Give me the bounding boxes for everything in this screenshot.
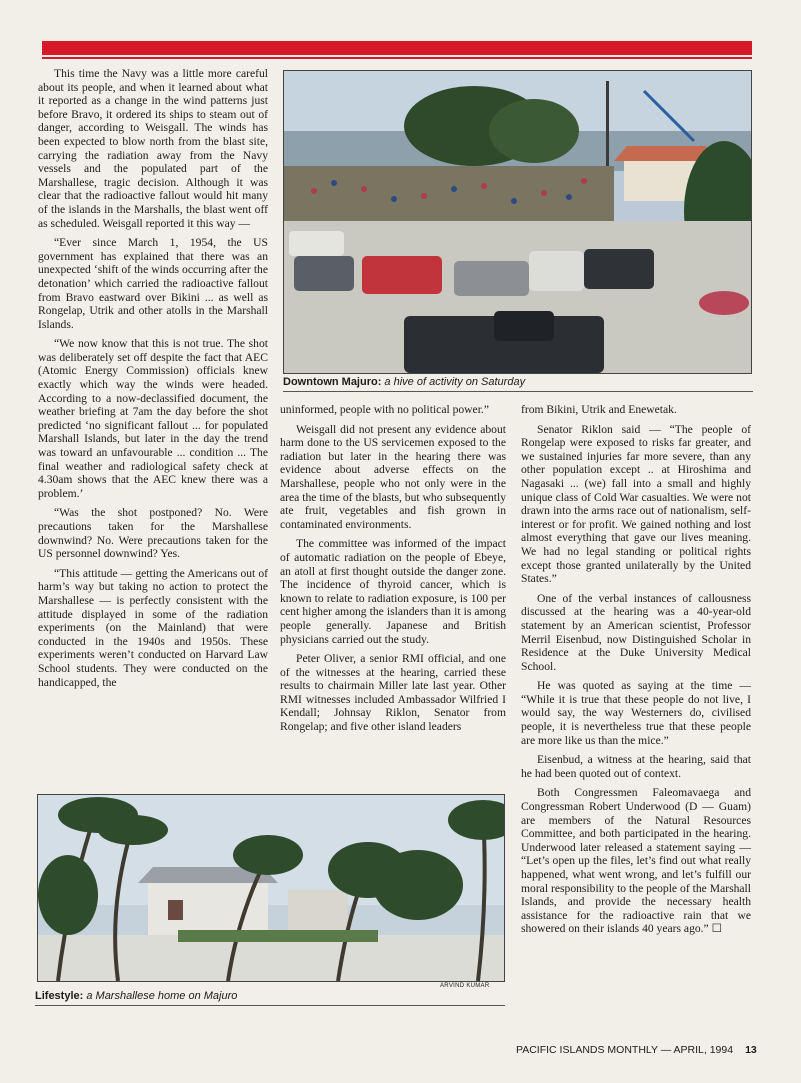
paragraph: Eisenbud, a witness at the hearing, said that he had been quoted out of context. [521, 753, 751, 780]
paragraph: The committee was informed of the impact of automatic radiation on the people of Ebeye, an atoll at first thought outside the danger zone. The incidence of thyroid cancer, which is known to relate to radiation exposure, is 100 per cent higher among the islanders than it is among people generally. Japanese and British physicians carried out the study. [280, 537, 506, 646]
paragraph: Weisgall did not present any evidence about harm done to the US servicemen exposed to the radiation but later in the hearing there was evidence about adverse effects on the Marshallese, people who not only were in the area the time of the blasts, but who subsequently ate fruit, vegetables and fish grown in contaminated environments. [280, 422, 506, 531]
paragraph: This time the Navy was a little more careful about its people, and when it learned about what it reported as a change in the wind patterns just before Bravo, it ordered its ships to steam out of danger, according to Weisgall. The winds has been expected to blow north from the blast site, carrying the radiation away from the Navy vessels and the populated part of the Marshallese, tragic decision. Although it was clear that the radioactive fallout would hit many of the islands in the Marshalls, the blast went off as scheduled. Weisgall reported it this way — [38, 67, 268, 230]
downtown-majuro-photo [283, 70, 752, 374]
caption-lead: Downtown Majuro: [283, 376, 382, 388]
paragraph: Peter Oliver, a senior RMI official, and one of the witnesses at the hearing, carried these results to chairmain Miller late last year. Other RMI witnesses included Ambassador Wilfried I Kendall; Johnsay Riklon, Senator from Rongelap; and five other island leaders [280, 652, 506, 734]
marshallese-home-illustration [38, 795, 504, 981]
caption-lead: Lifestyle: [35, 990, 84, 1002]
photo-caption-downtown [283, 376, 753, 392]
paragraph: “We now know that this is not true. The shot was deliberately set off despite the fact that AEC (Atomic Energy Commission) officials knew exactly which way the winds were headed. According to a now-declassified document, the weather briefing at 7am the day before the shot predicted ‘no significant fallout ... for populated Marshall Islands, but later in the day the trend was toward an unfavourable ... condition ... The final weather and radiological safety check at 4.30am shows that the AEC knew there was a problem.’ [38, 337, 268, 500]
article-column-1 [38, 67, 268, 695]
paragraph: He was quoted as saying at the time — “While it is true that these people do not live, I would say, the way Westerners do, civilised people, it is nevertheless true that these people are more like us than the mice.” [521, 679, 751, 747]
paragraph: Both Congressmen Faleomavaega and Congressman Robert Underwood (D — Guam) are members of the Natural Resources Committee, and both participated in the hearing. Underwood later released a statement saying — “Let’s open up the files, let’s find out what really happened, what went wrong, and let’s fulfill our moral responsibility to the people of the Marshall Islands, and provide the necessary health assistance for the radioactive rain that we showered on their islands 40 years ago.” ☐ [521, 786, 751, 936]
photo-credit: ARVIND KUMAR [440, 983, 490, 989]
paragraph: “Was the shot postponed? No. Were precautions taken for the Marshallese downwind? No. Were precautions taken for the US personnel downwind? Yes. [38, 506, 268, 561]
caption-text: a hive of activity on Saturday [381, 376, 526, 388]
downtown-majuro-illustration [284, 71, 751, 373]
paragraph: “This attitude — getting the Americans out of harm’s way but taking no action to protect the Marshallese — is perfectly consistent with the attitude displayed in some of the radiation experiments (on the Mainland) that were conducted in the 1940s and 1950s. These experiments weren’t conducted on Harvard Law School students. They were conducted on the handicapped, the [38, 566, 268, 689]
paragraph: “Ever since March 1, 1954, the US government has explained that there was an unexpected ‘shift of the winds occurring after the detonation’ which carried the radioactive fallout from Bravo eastward over Bikini ... as well as Rongelap, Utrik and other atolls in the Marshall Islands. [38, 236, 268, 331]
paragraph: Senator Riklon said — “The people of Rongelap were exposed to risks far greater, and we sustained injuries far more severe, than any other population except .. at Hiroshima and Nagasaki ... (we) fall into a small and highly unique class of Cold War casualties. We were not drawn into the arms race out of nationalism, self-interest or for profit. We gained nothing and lost almost everything that gave our lives meaning. We had no legal standing or political rights except those granted unilaterally by the United States.” [521, 422, 751, 586]
paragraph: One of the verbal instances of callousness discussed at the hearing was a 40-year-old statement by an American scientist, Professor Merril Eisenbud, now Distinguished Scholar in Residence at the Duke University Medical School. [521, 591, 751, 673]
top-rule [42, 41, 752, 55]
photo-caption-lifestyle [35, 990, 505, 1006]
page-number: 13 [745, 1044, 757, 1056]
paragraph: uninformed, people with no political power.” [280, 403, 489, 416]
caption-text: a Marshallese home on Majuro [83, 990, 238, 1002]
marshallese-home-photo [37, 794, 505, 982]
running-head: PACIFIC ISLANDS MONTHLY — APRIL, 1994 [516, 1044, 734, 1056]
article-column-3 [521, 403, 751, 942]
paragraph: from Bikini, Utrik and Enewetak. [521, 403, 677, 416]
article-column-2 [280, 403, 506, 740]
page-footer [516, 1044, 757, 1056]
